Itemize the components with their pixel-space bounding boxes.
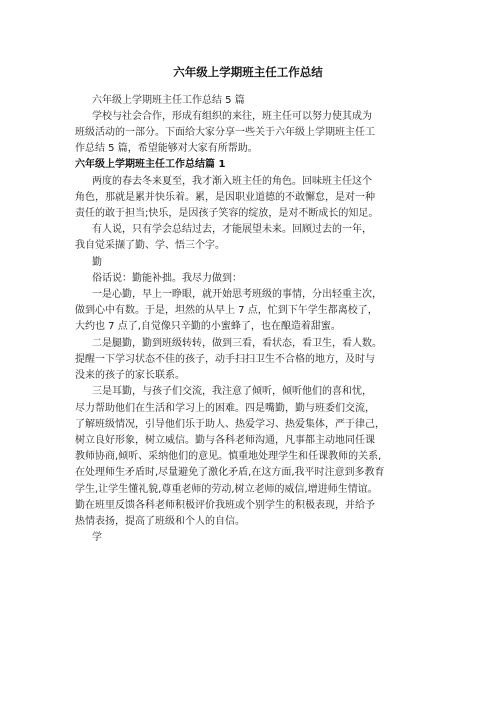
subtitle-line: 六年级上学期班主任工作总结 5 篇 <box>92 95 245 106</box>
paragraph-line: 学校与社会合作，形成有组织的来往，班主任可以努力使其成为 <box>92 111 372 122</box>
paragraph-line: 在处理师生矛盾时,尽量避免了激化矛盾,在这方面,我平时注意到多教育 <box>75 467 385 478</box>
page-title: 六年级上学期班主任工作总结 <box>173 65 323 79</box>
subheading-qin: 勤 <box>92 257 102 268</box>
paragraph-line: 三是耳勤，与孩子们交流，我注意了倾听，倾听他们的喜和忧， <box>92 386 372 397</box>
paragraph-line: 树立良好形象，树立威信。勤与各科老师沟通，凡事都主动地同任课 <box>75 435 375 446</box>
paragraph-line: 教师协商,倾听、采纳他们的意见。慎重地处理学生和任课教师的关系, <box>75 451 382 462</box>
paragraph-line: 做到心中有数。于是，坦然的从早上 7 点，忙到下午学生都离校了， <box>75 305 378 316</box>
paragraph-line: 了解班级情况，引导他们乐于助人、热爱学习、热爱集体，严于律己， <box>75 419 385 430</box>
paragraph-line: 勤在班里反馈各科老师积极评价我班或个别学生的积极表现，并给予 <box>75 500 375 511</box>
paragraph-line: 责任的敢于担当;快乐，是因孩子笑容的绽放，是对不断成长的知足。 <box>75 208 379 219</box>
paragraph-line: 作总结 5 篇，希望能够对大家有所帮助。 <box>75 143 258 154</box>
paragraph-line: 我自觉采撷了勤、学、悟三个字。 <box>75 240 225 251</box>
paragraph-line: 角色，那就是累并快乐着。累，是因职业道德的不敢懈怠，是对一种 <box>75 192 375 203</box>
paragraph-line: 学生,让学生懂礼貌,尊重老师的劳动,树立老师的威信,增进师生情谊。 <box>75 484 378 495</box>
paragraph-line: 尽力帮助他们在生活和学习上的困难。四是嘴勤，勤与班委们交流， <box>75 403 375 414</box>
paragraph-line: 两度的春去冬来夏至，我才渐入班主任的角色。回味班主任这个 <box>92 176 372 187</box>
section-heading: 六年级上学期班主任工作总结篇 1 <box>75 159 226 170</box>
paragraph-line: 一是心勤，早上一睁眼，就开始思考班级的事情，分出轻重主次， <box>92 289 382 300</box>
paragraph-line: 提醒一下学习状态不佳的孩子，动手扫扫卫生不合格的地方，及时与 <box>75 354 375 365</box>
paragraph-line: 有人说，只有学会总结过去，才能展望未来。回顾过去的一年， <box>92 224 372 235</box>
subheading-xue: 学 <box>92 532 102 543</box>
paragraph-line: 二是腿勤，勤到班级转转，做到三看，看状态，看卫生，看人数。 <box>92 338 382 349</box>
paragraph-line: 没来的孩子的家长联系。 <box>75 370 185 381</box>
paragraph-line: 热情表扬，提高了班级和个人的自信。 <box>75 516 245 527</box>
paragraph-line: 班级活动的一部分。下面给大家分享一些关于六年级上学期班主任工 <box>75 127 375 138</box>
paragraph-line: 俗话说：勤能补拙。我尽力做到： <box>92 273 242 284</box>
paragraph-line: 大约也 7 点了,自觉像只辛勤的小蜜蜂了，也在酿造着甜蜜。 <box>75 321 341 332</box>
